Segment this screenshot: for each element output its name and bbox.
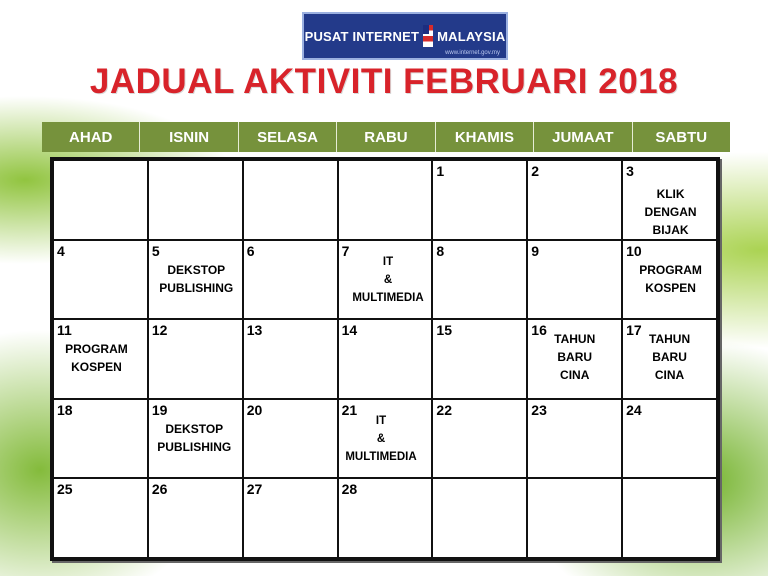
calendar-cell [338, 399, 433, 479]
calendar-cell [527, 240, 622, 320]
calendar-cell [432, 399, 527, 479]
date-number: 8 [436, 242, 445, 259]
date-number: 16 [531, 322, 547, 339]
calendar-cell [338, 240, 433, 320]
calendar-grid [50, 157, 720, 561]
date-number: 2 [531, 163, 540, 179]
calendar-cell [622, 478, 717, 558]
date-number: 26 [151, 481, 168, 498]
calendar-cell [243, 160, 338, 240]
calendar-cell [243, 240, 338, 320]
date-number: 21 [341, 401, 358, 418]
calendar-cell [243, 399, 338, 479]
day-header-isnin: ISNIN [140, 122, 238, 152]
page-title: JADUAL AKTIVITI FEBRUARI 2018 [89, 62, 679, 101]
event-label: DEKSTOP PUBLISHING [159, 262, 234, 295]
calendar-cell [338, 160, 433, 240]
event-label: KLIK DENGAN BIJAK [644, 187, 697, 237]
calendar-cell [622, 399, 717, 479]
calendar-cell [53, 240, 148, 320]
malaysia-flag-icon [423, 25, 433, 47]
calendar-cell [432, 160, 527, 240]
logo-left-text: PUSAT INTERNET [304, 28, 420, 44]
calendar-cell [338, 319, 433, 399]
event-label: IT & MULTIMEDIA [352, 255, 424, 304]
calendar-cell [527, 478, 622, 558]
date-number: 5 [151, 242, 160, 259]
calendar-cell [622, 160, 717, 240]
calendar-cell [622, 240, 717, 320]
event-label: TAHUN BARU CINA [649, 332, 691, 383]
date-number: 10 [626, 242, 642, 259]
date-number: 20 [246, 401, 263, 418]
event-label: PROGRAM KOSPEN [639, 262, 702, 295]
date-number: 4 [57, 242, 65, 259]
calendar-cell [148, 319, 243, 399]
date-number: 15 [436, 322, 452, 339]
date-number: 25 [57, 481, 73, 498]
weekday-header [42, 122, 730, 152]
calendar-cell [53, 319, 148, 399]
calendar-cell [148, 240, 243, 320]
day-header-sabtu: SABTU [655, 128, 708, 146]
day-header-ahad: AHAD [42, 122, 140, 152]
calendar-cell [527, 399, 622, 479]
calendar-cell [338, 478, 433, 558]
calendar-cell [432, 478, 527, 558]
date-number: 19 [151, 401, 168, 418]
calendar-cell [53, 399, 148, 479]
date-number: 13 [246, 322, 263, 339]
calendar-cell [148, 160, 243, 240]
calendar-cell [243, 478, 338, 558]
calendar-cell [53, 478, 148, 558]
date-number: 23 [531, 401, 547, 418]
day-header-rabu: RABU [337, 122, 435, 152]
calendar-cell [432, 319, 527, 399]
date-number: 7 [341, 242, 350, 259]
event-label: PROGRAM KOSPEN [65, 342, 128, 375]
day-header-jumaat: JUMAAT [534, 122, 632, 152]
date-number: 22 [436, 401, 452, 418]
day-header-khamis: KHAMIS [436, 122, 534, 152]
calendar-cell [622, 319, 717, 399]
event-label: IT & MULTIMEDIA [345, 414, 417, 463]
date-number: 6 [246, 242, 255, 259]
logo-right-text: MALAYSIA [437, 28, 506, 44]
logo-sub-text: www.internet.gov.my [445, 50, 500, 56]
date-number: 9 [531, 242, 540, 259]
event-label: DEKSTOP PUBLISHING [157, 421, 232, 454]
calendar-cell [527, 160, 622, 240]
date-number: 12 [151, 322, 168, 339]
date-number: 28 [341, 481, 358, 498]
date-number: 3 [626, 163, 634, 179]
date-number: 18 [57, 401, 73, 418]
day-header-selasa: SELASA [239, 122, 337, 152]
calendar-cell [148, 478, 243, 558]
date-number: 14 [341, 322, 358, 339]
pusat-internet-logo [302, 12, 508, 60]
calendar-cell [432, 240, 527, 320]
date-number: 11 [57, 322, 72, 339]
calendar-cell [53, 160, 148, 240]
calendar-cell [148, 399, 243, 479]
date-number: 1 [436, 163, 445, 179]
date-number: 17 [626, 322, 642, 339]
event-label: TAHUN BARU CINA [554, 332, 596, 383]
date-number: 27 [246, 481, 263, 498]
calendar-cell [527, 319, 622, 399]
calendar-cell [243, 319, 338, 399]
date-number: 24 [626, 401, 642, 418]
